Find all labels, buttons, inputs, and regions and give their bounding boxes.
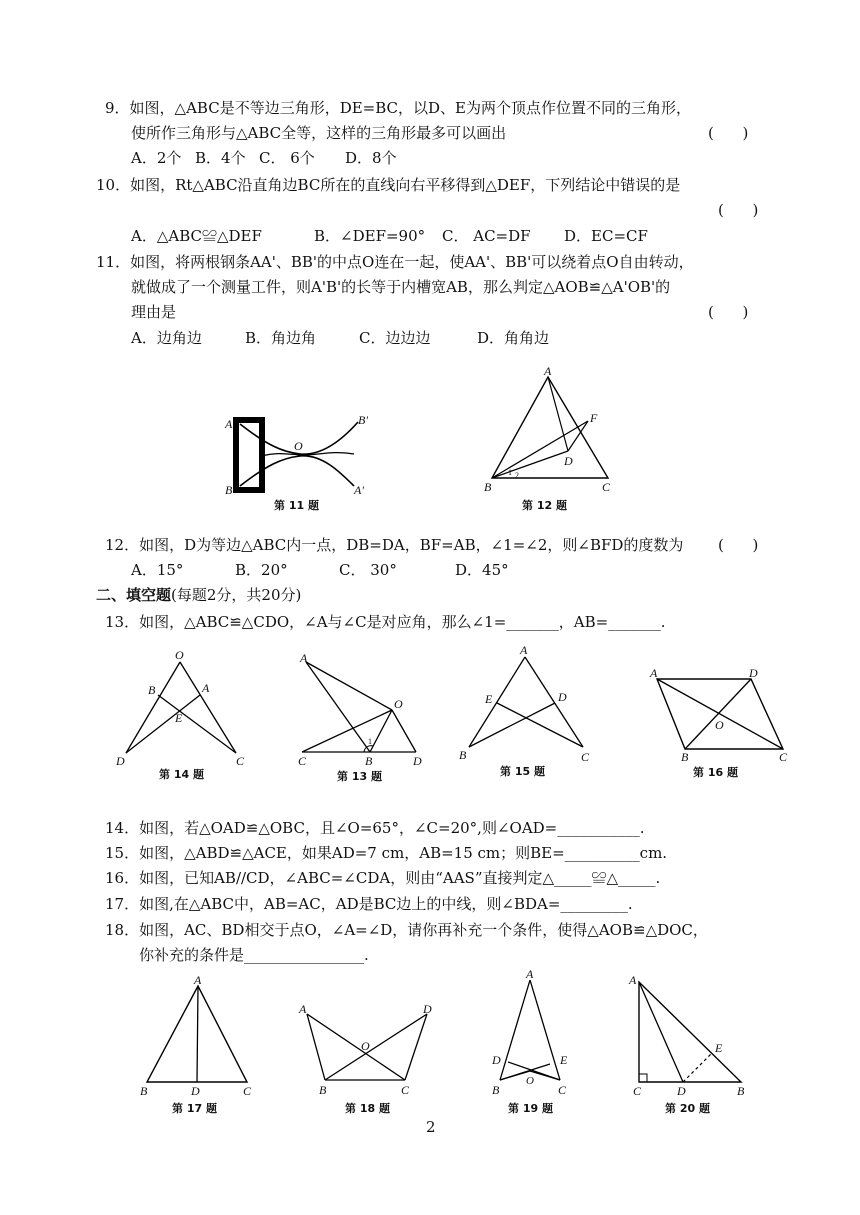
figure-15 (455, 643, 595, 763)
fig11-label-o: O (294, 439, 303, 453)
q10-option-b[interactable]: B．∠DEF=90° (314, 227, 426, 245)
q14-text: 14．如图，若△OAD≌△OBC，且∠O=65°，∠C=20°,则∠OAD=___________. (105, 819, 645, 837)
caption-fig13: 第 13 题 (337, 770, 382, 783)
fig19-label-d: D (492, 1053, 501, 1067)
fig14-label-o: O (175, 648, 184, 662)
fig18-label-a: A (299, 1002, 307, 1016)
fig20-segment-ad (639, 982, 683, 1082)
section-2-title: 二、填空题 (96, 586, 172, 604)
fig13-label-1: 1 (368, 737, 372, 746)
fig16-diagonal-bd (685, 679, 751, 749)
q10-option-c[interactable]: C． AC=DF (442, 227, 531, 245)
q10-option-a[interactable]: A．△ABC≌△DEF (131, 227, 262, 245)
fig12-segment-ad (548, 377, 568, 451)
caption-fig19: 第 19 题 (508, 1102, 553, 1115)
fig20-right-angle-c (639, 1074, 647, 1082)
q11-line2: 就做成了一个测量工件，则A'B'的长等于内槽宽AB，那么判定△AOB≌△A'OB'的 (131, 278, 671, 296)
q10-option-d[interactable]: D．EC=CF (564, 227, 648, 245)
fig20-label-a: A (629, 973, 637, 987)
fig11-label-b: B (225, 483, 233, 497)
q9-line2: 使所作三角形与△ABC全等，这样的三角形最多可以画出 (131, 124, 507, 142)
q17-text: 17．如图,在△ABC中，AB=AC，AD是BC边上的中线，则∠BDA=_________. (105, 895, 633, 913)
fig18-label-o: O (361, 1039, 370, 1053)
fig16-diagonal-ac (657, 679, 783, 749)
q10-line1: 10．如图，Rt△ABC沿直角边BC所在的直线向右平移得到△DEF，下列结论中错误的是 (96, 176, 681, 194)
fig19-segment-oc (530, 1071, 560, 1080)
fig14-segment-od (126, 662, 180, 753)
fig19-label-c: C (558, 1083, 567, 1097)
fig17-median-ad (197, 986, 198, 1082)
fig14-label-e: E (175, 711, 183, 725)
q11-option-a[interactable]: A．边角边 (131, 329, 202, 347)
q12-option-c[interactable]: C． 30° (339, 561, 397, 579)
fig13-label-a: A (300, 651, 308, 665)
fig15-segment-ce (497, 703, 583, 747)
fig15-label-d: D (558, 690, 567, 704)
fig15-label-e: E (485, 692, 493, 706)
figure-17 (135, 972, 255, 1102)
q9-line1: 9．如图，△ABC是不等边三角形，DE=BC，以D、E为两个顶点作位置不同的三角形， (105, 99, 691, 117)
fig13-label-d: D (413, 754, 422, 768)
fig16-label-a: A (650, 666, 658, 680)
q12-options (131, 560, 509, 580)
section-2-note: (每题2分，共20分) (171, 586, 302, 604)
q9-option-b[interactable]: B．4个 (195, 149, 246, 167)
fig20-triangle-acb (639, 982, 741, 1082)
fig11-label-b-prime: B' (358, 413, 368, 427)
fig19-label-e: E (560, 1053, 568, 1067)
q18-line2: 你补充的条件是________________. (139, 946, 369, 964)
fig11-bar-inner (262, 453, 354, 456)
fig12-label-f: F (590, 411, 598, 425)
figure-18 (295, 998, 445, 1098)
fig11-label-a: A (225, 417, 233, 431)
fig13-label-c: C (298, 754, 307, 768)
q11-answer-paren[interactable]: ( ) (708, 303, 749, 321)
fig15-label-c: C (581, 750, 590, 764)
fig18-segment-db (325, 1014, 427, 1080)
fig11-bar-ba-prime (240, 456, 354, 486)
fig13-segment-ab (306, 662, 370, 752)
fig15-label-b: B (459, 748, 467, 762)
caption-fig12: 第 12 题 (522, 499, 567, 512)
fig14-segment-da (126, 695, 200, 753)
section-2-heading (96, 585, 301, 605)
fig13-segment-ao (306, 662, 392, 710)
fig15-segment-ab (469, 657, 525, 747)
fig14-segment-oc (180, 662, 236, 753)
fig13-segment-od (392, 710, 416, 752)
q12-option-b[interactable]: B．20° (235, 561, 288, 579)
fig15-segment-bd (469, 703, 555, 747)
fig12-segment-df (568, 421, 588, 451)
fig14-segment-cb (158, 695, 236, 753)
fig18-label-d: D (423, 1002, 432, 1016)
fig13-label-o: O (394, 697, 403, 711)
q12-answer-paren[interactable]: ( ) (718, 536, 759, 554)
fig17-label-b: B (140, 1084, 148, 1098)
q15-text: 15．如图，△ABD≌△ACE，如果AD=7 cm，AB=15 cm；则BE=__________cm. (105, 844, 668, 862)
fig19-label-b: B (492, 1083, 500, 1097)
fig18-segment-dc (405, 1014, 427, 1080)
fig14-label-d: D (116, 754, 125, 768)
q9-answer-paren[interactable]: ( ) (708, 124, 749, 142)
fig12-label-2: 2 (515, 471, 519, 480)
fig14-label-a: A (202, 681, 210, 695)
caption-fig11: 第 11 题 (274, 499, 319, 512)
fig19-label-a: A (526, 967, 534, 981)
page-number: 2 (426, 1118, 436, 1136)
q12-option-a[interactable]: A．15° (131, 561, 184, 579)
q13-text: 13．如图，△ABC≌△CDO，∠A与∠C是对应角，那么∠1=_______，AB=_______. (105, 613, 666, 631)
fig15-segment-ac (525, 657, 583, 747)
q10-options (131, 226, 648, 246)
caption-fig15: 第 15 题 (500, 765, 545, 778)
fig12-label-1: 1 (508, 468, 512, 477)
fig12-label-a: A (544, 364, 552, 378)
q11-option-c[interactable]: C．边边边 (359, 329, 431, 347)
fig19-label-o: O (526, 1075, 534, 1087)
figure-13 (292, 650, 432, 770)
q12-option-d[interactable]: D．45° (455, 561, 509, 579)
q9-option-a[interactable]: A．2个 (131, 149, 182, 167)
fig11-label-a-prime: A' (354, 483, 364, 497)
q10-answer-paren[interactable]: ( ) (718, 201, 759, 219)
fig18-label-b: B (319, 1083, 327, 1097)
fig15-label-a: A (520, 643, 528, 657)
fig12-segment-bf (492, 421, 588, 478)
q11-option-b[interactable]: B．角边角 (245, 329, 317, 347)
fig14-label-c: C (236, 754, 245, 768)
figure-19 (486, 966, 576, 1096)
fig12-triangle-abc (492, 377, 608, 478)
fig13-segment-bo (370, 710, 392, 752)
fig12-label-c: C (602, 480, 611, 494)
q11-line1: 11．如图，将两根钢条AA'、BB'的中点O连在一起，使AA'、BB'可以绕着点O自由转动， (96, 253, 694, 271)
fig13-segment-co (302, 710, 392, 752)
fig18-label-c: C (401, 1083, 410, 1097)
fig16-label-c: C (779, 750, 788, 764)
fig17-label-c: C (243, 1084, 252, 1098)
caption-fig20: 第 20 题 (665, 1102, 710, 1115)
figure-12 (482, 365, 622, 495)
figure-16 (645, 665, 795, 765)
q11-option-d[interactable]: D．角角边 (477, 329, 550, 347)
fig20-label-e: E (715, 1041, 723, 1055)
fig12-label-d: D (564, 454, 573, 468)
fig16-label-b: B (681, 750, 689, 764)
fig14-label-b: B (148, 683, 156, 697)
fig17-label-d: D (191, 1084, 200, 1098)
caption-fig14: 第 14 题 (159, 768, 204, 781)
fig13-label-b: B (365, 754, 373, 768)
fig20-label-c: C (633, 1084, 642, 1098)
caption-fig18: 第 18 题 (345, 1102, 390, 1115)
q11-line3: 理由是 (131, 303, 177, 321)
caption-fig17: 第 17 题 (172, 1102, 217, 1115)
figure-20 (625, 970, 755, 1098)
q9-option-d[interactable]: D．8个 (345, 149, 397, 167)
fig12-label-b: B (484, 480, 492, 494)
q9-option-c[interactable]: C． 6个 (259, 149, 315, 167)
fig16-label-o: O (715, 718, 724, 732)
q12-line1: 12．如图，D为等边△ABC内一点，DB=DA，BF=AB，∠1=∠2，则∠BFD的度数为 (105, 536, 684, 554)
fig20-label-d: D (677, 1084, 686, 1098)
fig16-label-d: D (749, 666, 758, 680)
caption-fig16: 第 16 题 (693, 766, 738, 779)
figure-11 (222, 410, 382, 500)
q16-text: 16．如图，已知AB//CD，∠ABC=∠CDA，则由“AAS”直接判定△_____≌△_____. (105, 869, 661, 887)
fig17-label-a: A (194, 973, 202, 987)
q18-line1: 18．如图，AC、BD相交于点O，∠A=∠D，请你再补充一个条件，使得△AOB≌△DOC， (105, 921, 708, 939)
figure-14 (112, 648, 252, 768)
fig20-label-b: B (737, 1084, 745, 1098)
q9-options (131, 148, 397, 168)
fig20-segment-de (683, 1054, 711, 1082)
q11-options (131, 328, 549, 348)
